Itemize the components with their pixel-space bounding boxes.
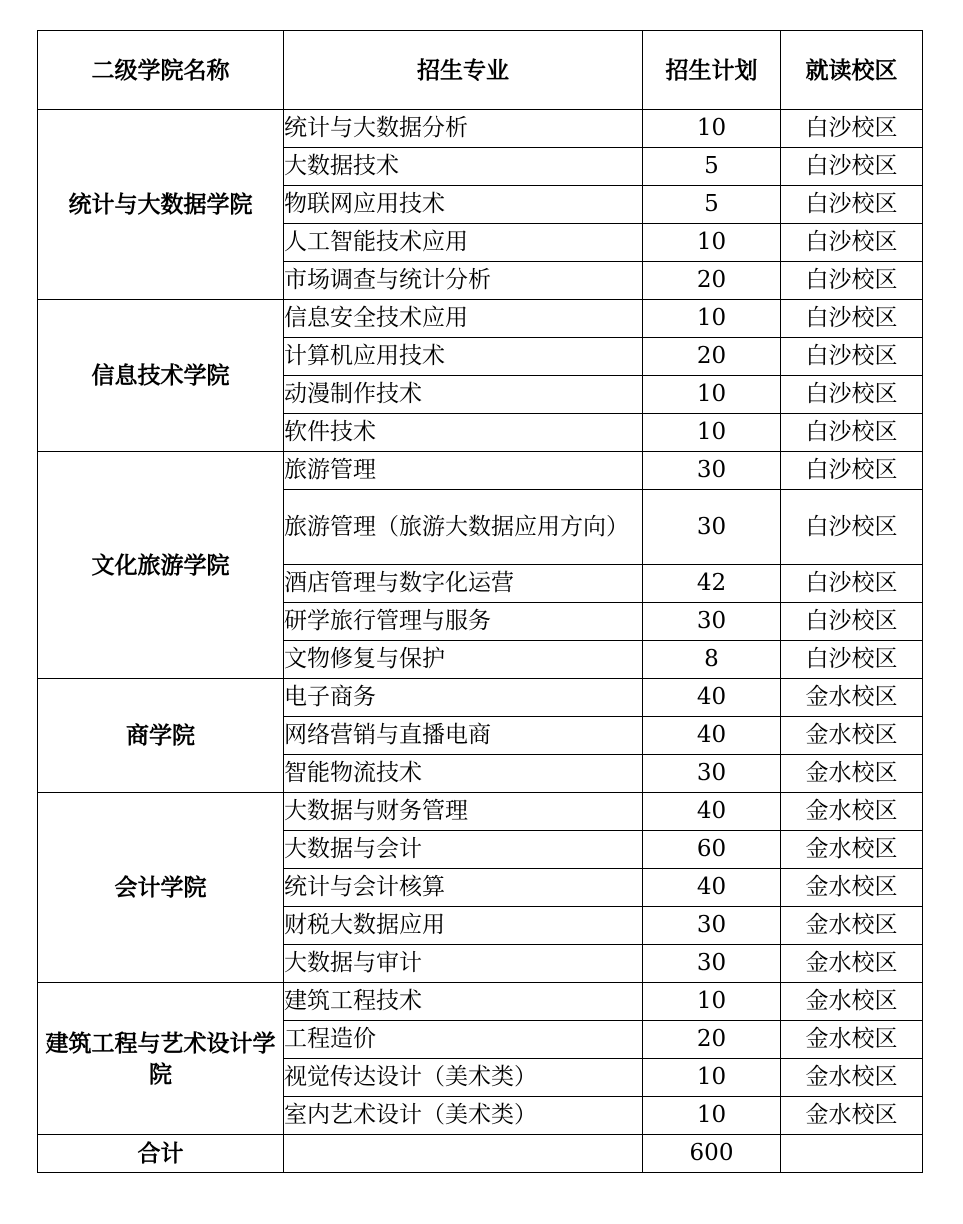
campus-name: 白沙校区 [781,376,923,414]
enrollment-plan: 5 [643,148,781,186]
major-name: 研学旅行管理与服务 [284,603,643,641]
enrollment-plan: 30 [643,755,781,793]
major-name: 物联网应用技术 [284,186,643,224]
major-name: 室内艺术设计（美术类） [284,1097,643,1135]
campus-name: 白沙校区 [781,641,923,679]
campus-name: 白沙校区 [781,452,923,490]
table-row [38,300,923,338]
campus-name: 金水校区 [781,755,923,793]
header-major: 招生专业 [284,31,643,110]
college-name: 商学院 [38,679,284,793]
enrollment-plan: 40 [643,717,781,755]
enrollment-plan: 20 [643,1021,781,1059]
enrollment-plan: 40 [643,793,781,831]
enrollment-plan: 10 [643,1097,781,1135]
major-name: 文物修复与保护 [284,641,643,679]
enrollment-plan: 10 [643,1059,781,1097]
enrollment-plan: 30 [643,907,781,945]
enrollment-plan: 5 [643,186,781,224]
major-name: 旅游管理（旅游大数据应用方向） [284,490,643,565]
major-name: 财税大数据应用 [284,907,643,945]
campus-name: 金水校区 [781,1097,923,1135]
major-name: 旅游管理 [284,452,643,490]
enrollment-plan: 8 [643,641,781,679]
major-name: 视觉传达设计（美术类） [284,1059,643,1097]
header-campus: 就读校区 [781,31,923,110]
major-name: 大数据与会计 [284,831,643,869]
campus-name: 金水校区 [781,793,923,831]
college-name: 建筑工程与艺术设计学院 [38,983,284,1135]
major-name: 统计与会计核算 [284,869,643,907]
campus-name: 白沙校区 [781,490,923,565]
table-body [38,110,923,1135]
table-row [38,983,923,1021]
campus-name: 白沙校区 [781,565,923,603]
campus-name: 白沙校区 [781,338,923,376]
enrollment-plan: 10 [643,300,781,338]
enrollment-plan: 30 [643,452,781,490]
table-row [38,452,923,490]
total-value: 600 [643,1135,781,1173]
total-campus-empty [781,1135,923,1173]
major-name: 工程造价 [284,1021,643,1059]
college-name: 文化旅游学院 [38,452,284,679]
college-name: 统计与大数据学院 [38,110,284,300]
enrollment-plan: 10 [643,376,781,414]
major-name: 市场调查与统计分析 [284,262,643,300]
campus-name: 金水校区 [781,717,923,755]
major-name: 大数据技术 [284,148,643,186]
campus-name: 白沙校区 [781,603,923,641]
enrollment-plan: 40 [643,869,781,907]
campus-name: 白沙校区 [781,414,923,452]
major-name: 统计与大数据分析 [284,110,643,148]
major-name: 大数据与财务管理 [284,793,643,831]
campus-name: 金水校区 [781,869,923,907]
table-row [38,793,923,831]
total-major-empty [284,1135,643,1173]
enrollment-plan: 60 [643,831,781,869]
enrollment-plan: 30 [643,945,781,983]
campus-name: 白沙校区 [781,148,923,186]
campus-name: 金水校区 [781,907,923,945]
enrollment-plan: 42 [643,565,781,603]
major-name: 酒店管理与数字化运营 [284,565,643,603]
header-plan: 招生计划 [643,31,781,110]
major-name: 电子商务 [284,679,643,717]
major-name: 建筑工程技术 [284,983,643,1021]
campus-name: 白沙校区 [781,110,923,148]
enrollment-plan: 10 [643,110,781,148]
major-name: 信息安全技术应用 [284,300,643,338]
major-name: 智能物流技术 [284,755,643,793]
campus-name: 金水校区 [781,831,923,869]
campus-name: 白沙校区 [781,224,923,262]
campus-name: 白沙校区 [781,186,923,224]
enrollment-plan: 30 [643,603,781,641]
major-name: 动漫制作技术 [284,376,643,414]
campus-name: 金水校区 [781,679,923,717]
enrollment-table [37,30,923,1173]
major-name: 人工智能技术应用 [284,224,643,262]
enrollment-plan: 20 [643,338,781,376]
major-name: 计算机应用技术 [284,338,643,376]
major-name: 大数据与审计 [284,945,643,983]
enrollment-plan: 10 [643,983,781,1021]
enrollment-plan: 10 [643,224,781,262]
table-row [38,110,923,148]
major-name: 网络营销与直播电商 [284,717,643,755]
enrollment-plan: 40 [643,679,781,717]
enrollment-plan: 10 [643,414,781,452]
total-label: 合计 [38,1135,284,1173]
campus-name: 金水校区 [781,983,923,1021]
header-row [38,31,923,110]
campus-name: 白沙校区 [781,300,923,338]
college-name: 信息技术学院 [38,300,284,452]
header-college: 二级学院名称 [38,31,284,110]
enrollment-plan: 20 [643,262,781,300]
campus-name: 金水校区 [781,1021,923,1059]
total-row [38,1135,923,1173]
campus-name: 白沙校区 [781,262,923,300]
major-name: 软件技术 [284,414,643,452]
table-row [38,679,923,717]
enrollment-plan: 30 [643,490,781,565]
campus-name: 金水校区 [781,945,923,983]
campus-name: 金水校区 [781,1059,923,1097]
college-name: 会计学院 [38,793,284,983]
